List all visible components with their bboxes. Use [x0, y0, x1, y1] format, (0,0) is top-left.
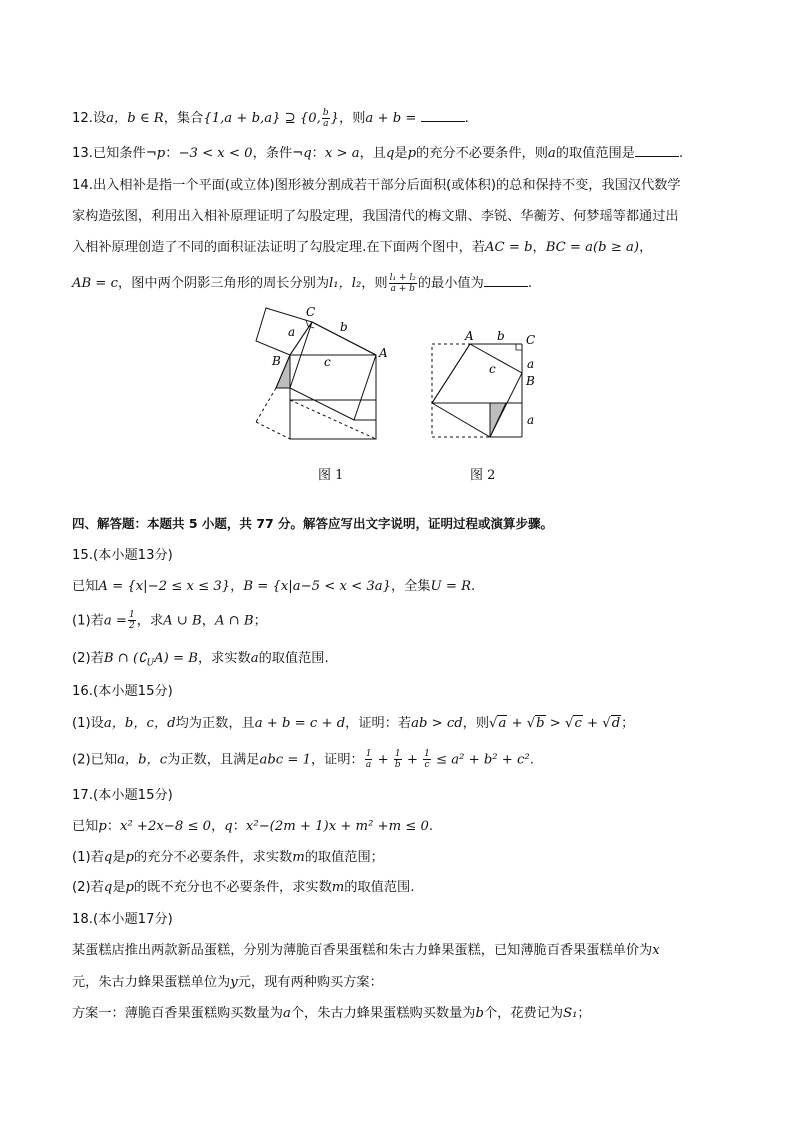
fraction [423, 749, 431, 770]
text: ， [201, 613, 215, 629]
fraction [365, 749, 373, 770]
text: 某蛋糕店推出两款新品蛋糕，分别为薄脆百香果蛋糕和朱古力蜂果蛋糕，已知薄脆百香果蛋糕单价为 [72, 943, 653, 958]
fraction [322, 108, 330, 129]
text: 的取值范围. [344, 880, 415, 895]
math: m [292, 850, 305, 865]
math: U = R [430, 579, 472, 594]
text: 设 [92, 111, 107, 126]
text: ，图中两个阴影三角形的周长分别为 [118, 276, 330, 291]
question-18-head: 18.(本小题17分) [72, 912, 173, 927]
math: a = [103, 613, 127, 629]
numerator: 1 [128, 610, 135, 620]
text: . [678, 146, 684, 161]
text: . [428, 819, 434, 834]
text: 已知条件¬ [92, 146, 157, 161]
text: ； [577, 1006, 591, 1021]
text: 的既不充分也不必要条件，求实数 [133, 880, 332, 895]
math: q [224, 819, 233, 834]
denominator: a [365, 760, 372, 770]
fig1-dashed [256, 388, 276, 422]
math: S₁ [563, 1006, 578, 1021]
math: p [98, 819, 107, 834]
text: 是 [112, 880, 126, 895]
sqrt-c: c [574, 716, 582, 731]
fig2-label-B: B [526, 374, 535, 388]
math: AB = c [72, 276, 119, 291]
question-18-line-3 [72, 1003, 591, 1025]
question-18-line-1 [72, 940, 660, 962]
question-number: 12. [72, 111, 93, 126]
fig2-dashed-square [432, 344, 522, 437]
math: p [407, 146, 417, 161]
math: q [103, 880, 113, 895]
text: ： [311, 146, 325, 161]
denominator: 2 [128, 621, 135, 631]
text: ，集合 [163, 111, 204, 126]
math: ≤ a² + b² + c² [436, 752, 530, 768]
math: a，b，c，d [103, 716, 176, 731]
question-number: 13. [72, 146, 93, 161]
question-18-line-2 [72, 972, 383, 994]
math: a，b，c [117, 752, 168, 768]
text: 的取值范围. [258, 651, 329, 666]
question-15-part-1 [72, 610, 267, 633]
text: ，则 [339, 111, 366, 126]
fraction [389, 273, 417, 294]
fig1-label-b: b [340, 320, 348, 334]
fig2-tilted-square [432, 344, 522, 437]
denominator: b [394, 760, 401, 770]
text: 入相补原理创造了不同的面积证法证明了勾股定理.在下面两个图中，若 [72, 240, 486, 255]
text: 的最小值为 [417, 276, 484, 291]
question-14-line-3 [72, 237, 652, 259]
numerator: b [322, 107, 329, 118]
text: 个，花费记为 [483, 1006, 564, 1021]
text: (1)设 [72, 716, 104, 731]
math: l₁，l₂ [329, 276, 362, 291]
math: A ∩ B [214, 613, 254, 629]
text: . [471, 579, 476, 594]
question-15-head: 15.(本小题13分) [72, 548, 173, 563]
math: b [475, 1006, 484, 1021]
text: (1)若 [72, 613, 104, 629]
sqrt-b: b [536, 716, 545, 731]
sqrt-a: a [498, 716, 507, 731]
question-15-line-1 [72, 576, 475, 598]
question-14-line-1: 14.出入相补是指一个平面(或立体)图形被分割成若干部分后面积(或体积)的总和保持不变，我国汉代数学 [72, 178, 681, 193]
numerator: l₁ + l₂ [389, 272, 416, 283]
question-16-head: 16.(本小题15分) [72, 684, 173, 699]
math: B ∩ (∁ [103, 651, 147, 666]
text: ， [230, 579, 244, 594]
math: a [283, 1006, 291, 1021]
figure-1 [240, 300, 400, 445]
question-16-part-2: (2)已知a，b，c为正数，且满足abc = 1，证明： $\frac{1}{a}$ + $\frac{1}{b}$ + $\frac{1}{c}$ ≤ a² + b² + c². [72, 749, 534, 770]
sqrt-d: d [611, 716, 621, 731]
figure-2 [425, 328, 555, 443]
question-17-part-2 [72, 877, 414, 899]
math: q [103, 850, 113, 865]
fig2-label-C: C [526, 333, 536, 347]
math: x [652, 943, 660, 958]
math: A) = B [154, 651, 198, 666]
text: ，则 [361, 276, 388, 291]
question-17-head: 17.(本小题15分) [72, 788, 173, 803]
math: abc = 1 [259, 752, 311, 768]
text: 已知 [72, 819, 99, 834]
text: ， [211, 819, 225, 834]
text: ： [165, 146, 179, 161]
denominator: c [424, 760, 430, 770]
math: A = {x|−2 ≤ x ≤ 3} [98, 579, 231, 594]
math: p [125, 850, 134, 865]
fig2-label-A: A [465, 329, 474, 343]
text: 为正数，且满足 [167, 752, 260, 768]
text: ， [639, 240, 653, 255]
question-17-part-1 [72, 847, 384, 869]
question-15-part-2 [72, 648, 329, 675]
math: a + b = c + d [254, 716, 346, 731]
text: ，求 [136, 613, 164, 629]
fig2-label-c: c [489, 362, 496, 376]
fig2-right-angle [516, 344, 522, 350]
text: ，且 [359, 146, 386, 161]
text: (2)已知 [72, 752, 118, 768]
fig2-label-a2: a [527, 413, 535, 427]
fig1-label-B: B [272, 354, 281, 368]
question-14-line-2: 家构造弦图，利用出入相补原理证明了勾股定理，我国清代的梅文鼎、李锐、华蘅芳、何梦瑶等都通过出 [72, 209, 679, 224]
math: } [330, 111, 340, 126]
text: 的充分不必要条件，则 [416, 146, 548, 161]
math: x > a [324, 146, 360, 161]
math: a [250, 651, 259, 666]
text: ，条件¬ [252, 146, 304, 161]
text: ，全集 [390, 579, 431, 594]
fraction [394, 749, 402, 770]
text: 的取值范围； [304, 850, 384, 865]
question-13 [72, 142, 683, 165]
math: q [385, 146, 395, 161]
math: p [156, 146, 166, 161]
text: ，证明：若 [345, 716, 412, 731]
math: ab > cd [411, 716, 463, 731]
question-14-line-4 [72, 272, 532, 295]
fraction [128, 610, 136, 631]
math: a + b = [365, 111, 417, 126]
denominator: a + b [390, 283, 415, 294]
math: −3 < x < 0 [178, 146, 253, 161]
math: a [547, 146, 556, 161]
text: (2)若 [72, 651, 104, 666]
question-17-line-1 [72, 816, 433, 838]
math: x² +2x−8 ≤ 0 [120, 819, 212, 834]
answer-blank[interactable] [421, 107, 465, 122]
text: 元，现有两种购买方案： [237, 975, 383, 990]
text: ，证明： [310, 752, 364, 768]
fig2-shaded-triangle [490, 403, 506, 437]
math: AC = b [485, 240, 533, 255]
text: 是 [394, 146, 408, 161]
subscript: U [146, 658, 155, 669]
text: ： [232, 819, 246, 834]
math: + [582, 716, 603, 731]
text: ； [253, 613, 267, 629]
answer-blank[interactable] [635, 142, 679, 157]
fig1-label-A: A [379, 346, 388, 360]
math: > [545, 716, 566, 731]
fig1-square-c [290, 355, 376, 439]
text: 的取值范围是 [555, 146, 635, 161]
math: m [331, 880, 345, 895]
text: . [527, 276, 533, 291]
math: p [125, 880, 134, 895]
numerator: 1 [394, 749, 401, 759]
text: ： [106, 819, 121, 834]
answer-blank[interactable] [484, 272, 528, 287]
math: A ∪ B [163, 613, 202, 629]
text: 均为正数，且 [175, 716, 255, 731]
text: ，则 [462, 716, 490, 731]
text: 方案一：薄脆百香果蛋糕购买数量为 [72, 1006, 283, 1021]
fig2-label-a1: a [527, 357, 535, 371]
numerator: 1 [365, 749, 372, 759]
question-16-part-1: (1)设a，b，c，d均为正数，且a + b = c + d，证明：若ab > cd，则√a + √b > √c + √d； [72, 716, 635, 731]
math: a，b ∈ R [106, 111, 164, 126]
text: (1)若 [72, 850, 104, 865]
section-4-title: 四、解答题：本题共 5 小题，共 77 分。解答应写出文字说明，证明过程或演算步骤。 [72, 516, 554, 531]
text: ； [621, 716, 635, 731]
math: y [230, 975, 238, 990]
text: . [529, 752, 534, 768]
numerator: 1 [424, 749, 430, 759]
question-12 [72, 107, 469, 130]
text: 已知 [72, 579, 99, 594]
text: (2)若 [72, 880, 104, 895]
math: BC = a(b ≥ a) [545, 240, 640, 255]
math: {1,a + b,a} ⊇ {0, [203, 111, 321, 126]
text: ， [532, 240, 546, 255]
math: x²−(2m + 1)x + m² +m ≤ 0 [245, 819, 429, 834]
math: B = {x|a−5 < x < 3a} [243, 579, 391, 594]
text: 的充分不必要条件，求实数 [133, 850, 293, 865]
fig1-label-c: c [324, 355, 331, 369]
math: q [303, 146, 312, 161]
math: + [507, 716, 527, 731]
text: 元，朱古力蜂果蛋糕单位为 [72, 975, 231, 990]
text: 是 [112, 850, 126, 865]
text: ，求实数 [197, 651, 251, 666]
fig1-tilted-square [290, 322, 376, 420]
denominator: a [323, 118, 329, 129]
text: 个，朱古力蜂果蛋糕购买数量为 [290, 1006, 476, 1021]
fig1-label-a: a [288, 325, 296, 339]
fig1-label-C: C [306, 305, 316, 319]
figure-2-caption: 图 2 [470, 468, 496, 483]
fig2-label-b: b [497, 329, 505, 343]
figure-1-caption: 图 1 [318, 468, 344, 483]
text: . [464, 111, 469, 126]
